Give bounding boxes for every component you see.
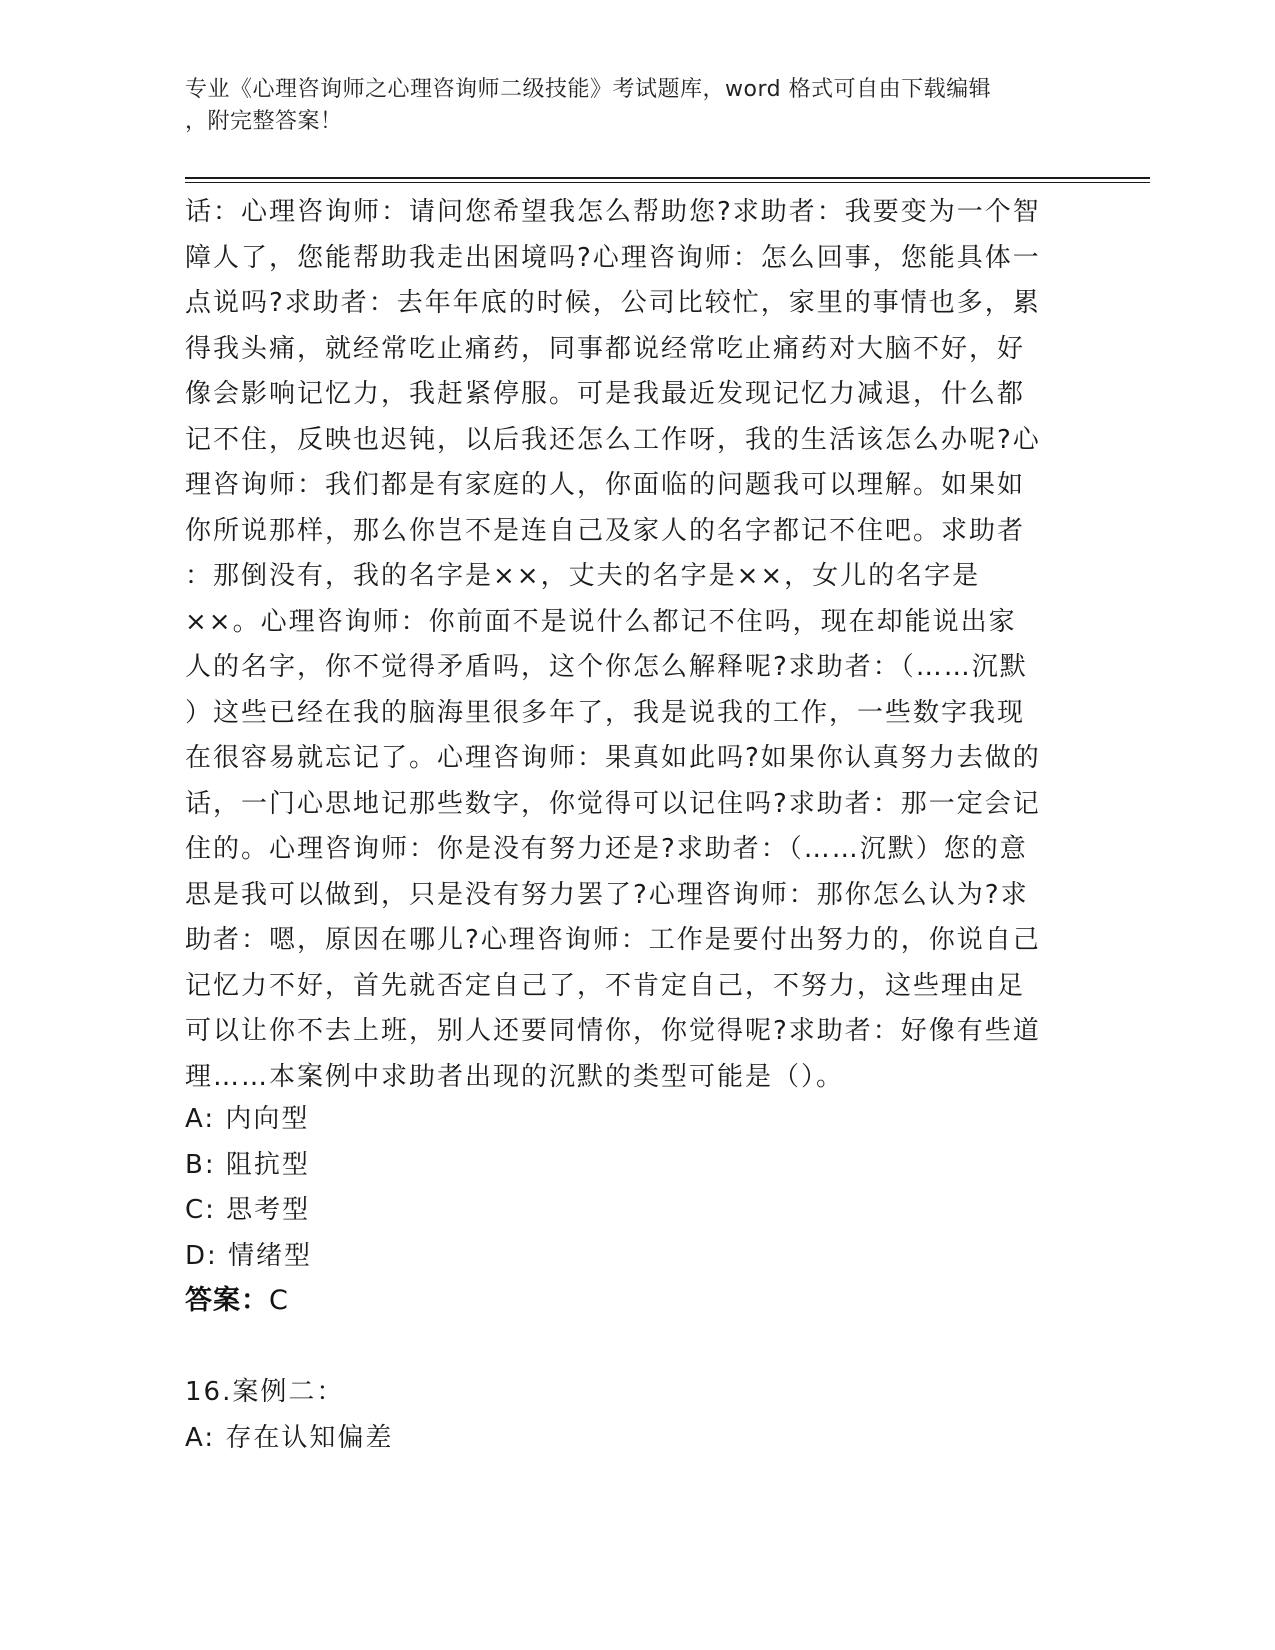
option-b: B: 阻抗型 <box>185 1149 310 1180</box>
stem-line: ：那倒没有，我的名字是××，丈夫的名字是××，女儿的名字是 <box>185 561 981 591</box>
stem-line: 得我头痛，就经常吃止痛药，同事都说经常吃止痛药对大脑不好，好 <box>185 333 1026 364</box>
option-c: C: 思考型 <box>185 1195 311 1225</box>
header-divider-thin <box>185 182 1150 183</box>
document-header <box>185 74 1065 138</box>
stem-line: 记不住，反映也迟钝，以后我还怎么工作呀，我的生活该怎么办呢?心 <box>185 424 1041 455</box>
header-divider-thick <box>185 177 1150 179</box>
header-line-2: ，附完整答案！ <box>185 109 343 134</box>
option-a: A: 存在认知偏差 <box>185 1422 394 1453</box>
question-15-options <box>185 1097 312 1279</box>
option-d: D: 情绪型 <box>185 1240 313 1271</box>
stem-line: 思是我可以做到，只是没有努力罢了?心理咨询师：那你怎么认为?求 <box>185 879 1029 910</box>
stem-line: 在很容易就忘记了。心理咨询师：果真如此吗?如果你认真努力去做的 <box>185 743 1041 773</box>
stem-line: 助者：嗯，原因在哪儿?心理咨询师：工作是要付出努力的，你说自己 <box>185 925 1041 955</box>
option-a: A: 内向型 <box>185 1104 310 1134</box>
question-16 <box>185 1370 393 1461</box>
question-16-title: 16.案例二： <box>185 1377 345 1407</box>
stem-line: 像会影响记忆力，我赶紧停服。可是我最近发现记忆力减退，什么都 <box>185 379 1026 409</box>
stem-line: 人的名字，你不觉得矛盾吗，这个你怎么解释呢?求助者：（……沉默 <box>185 652 1028 682</box>
stem-line: 可以让你不去上班，别人还要同情你，你觉得呢?求助者：好像有些道 <box>185 1016 1041 1046</box>
stem-line: 障人了，您能帮助我走出困境吗?心理咨询师：怎么回事，您能具体一 <box>185 242 1041 273</box>
answer-label: 答案： <box>185 1285 269 1316</box>
header-line-1: 专业《心理咨询师之心理咨询师二级技能》考试题库，word 格式可自由下载编辑 <box>185 77 992 102</box>
stem-line: ××。心理咨询师：你前面不是说什么都记不住吗，现在却能说出家 <box>185 606 1017 637</box>
stem-line: 记忆力不好，首先就否定自己了，不肯定自己，不努力，这些理由足 <box>185 970 1026 1001</box>
stem-line: 理咨询师：我们都是有家庭的人，你面临的问题我可以理解。如果如 <box>185 470 1026 500</box>
stem-line: 话，一门心思地记那些数字，你觉得可以记住吗?求助者：那一定会记 <box>185 788 1041 819</box>
stem-line: 理……本案例中求助者出现的沉默的类型可能是（）。 <box>185 1061 845 1092</box>
stem-line: 话：心理咨询师：请问您希望我怎么帮助您?求助者：我要变为一个智 <box>185 197 1041 227</box>
stem-line: 点说吗?求助者：去年年底的时候，公司比较忙，家里的事情也多，累 <box>185 288 1041 318</box>
stem-line: 你所说那样，那么你岂不是连自己及家人的名字都记不住吧。求助者 <box>185 515 1026 546</box>
stem-line: 住的。心理咨询师：你是没有努力还是?求助者：（……沉默）您的意 <box>185 834 1028 864</box>
stem-line: ）这些已经在我的脑海里很多年了，我是说我的工作，一些数字我现 <box>185 697 1026 728</box>
question-15-stem <box>185 190 1085 1100</box>
answer-value: C <box>269 1285 289 1316</box>
question-15-answer <box>185 1278 289 1324</box>
